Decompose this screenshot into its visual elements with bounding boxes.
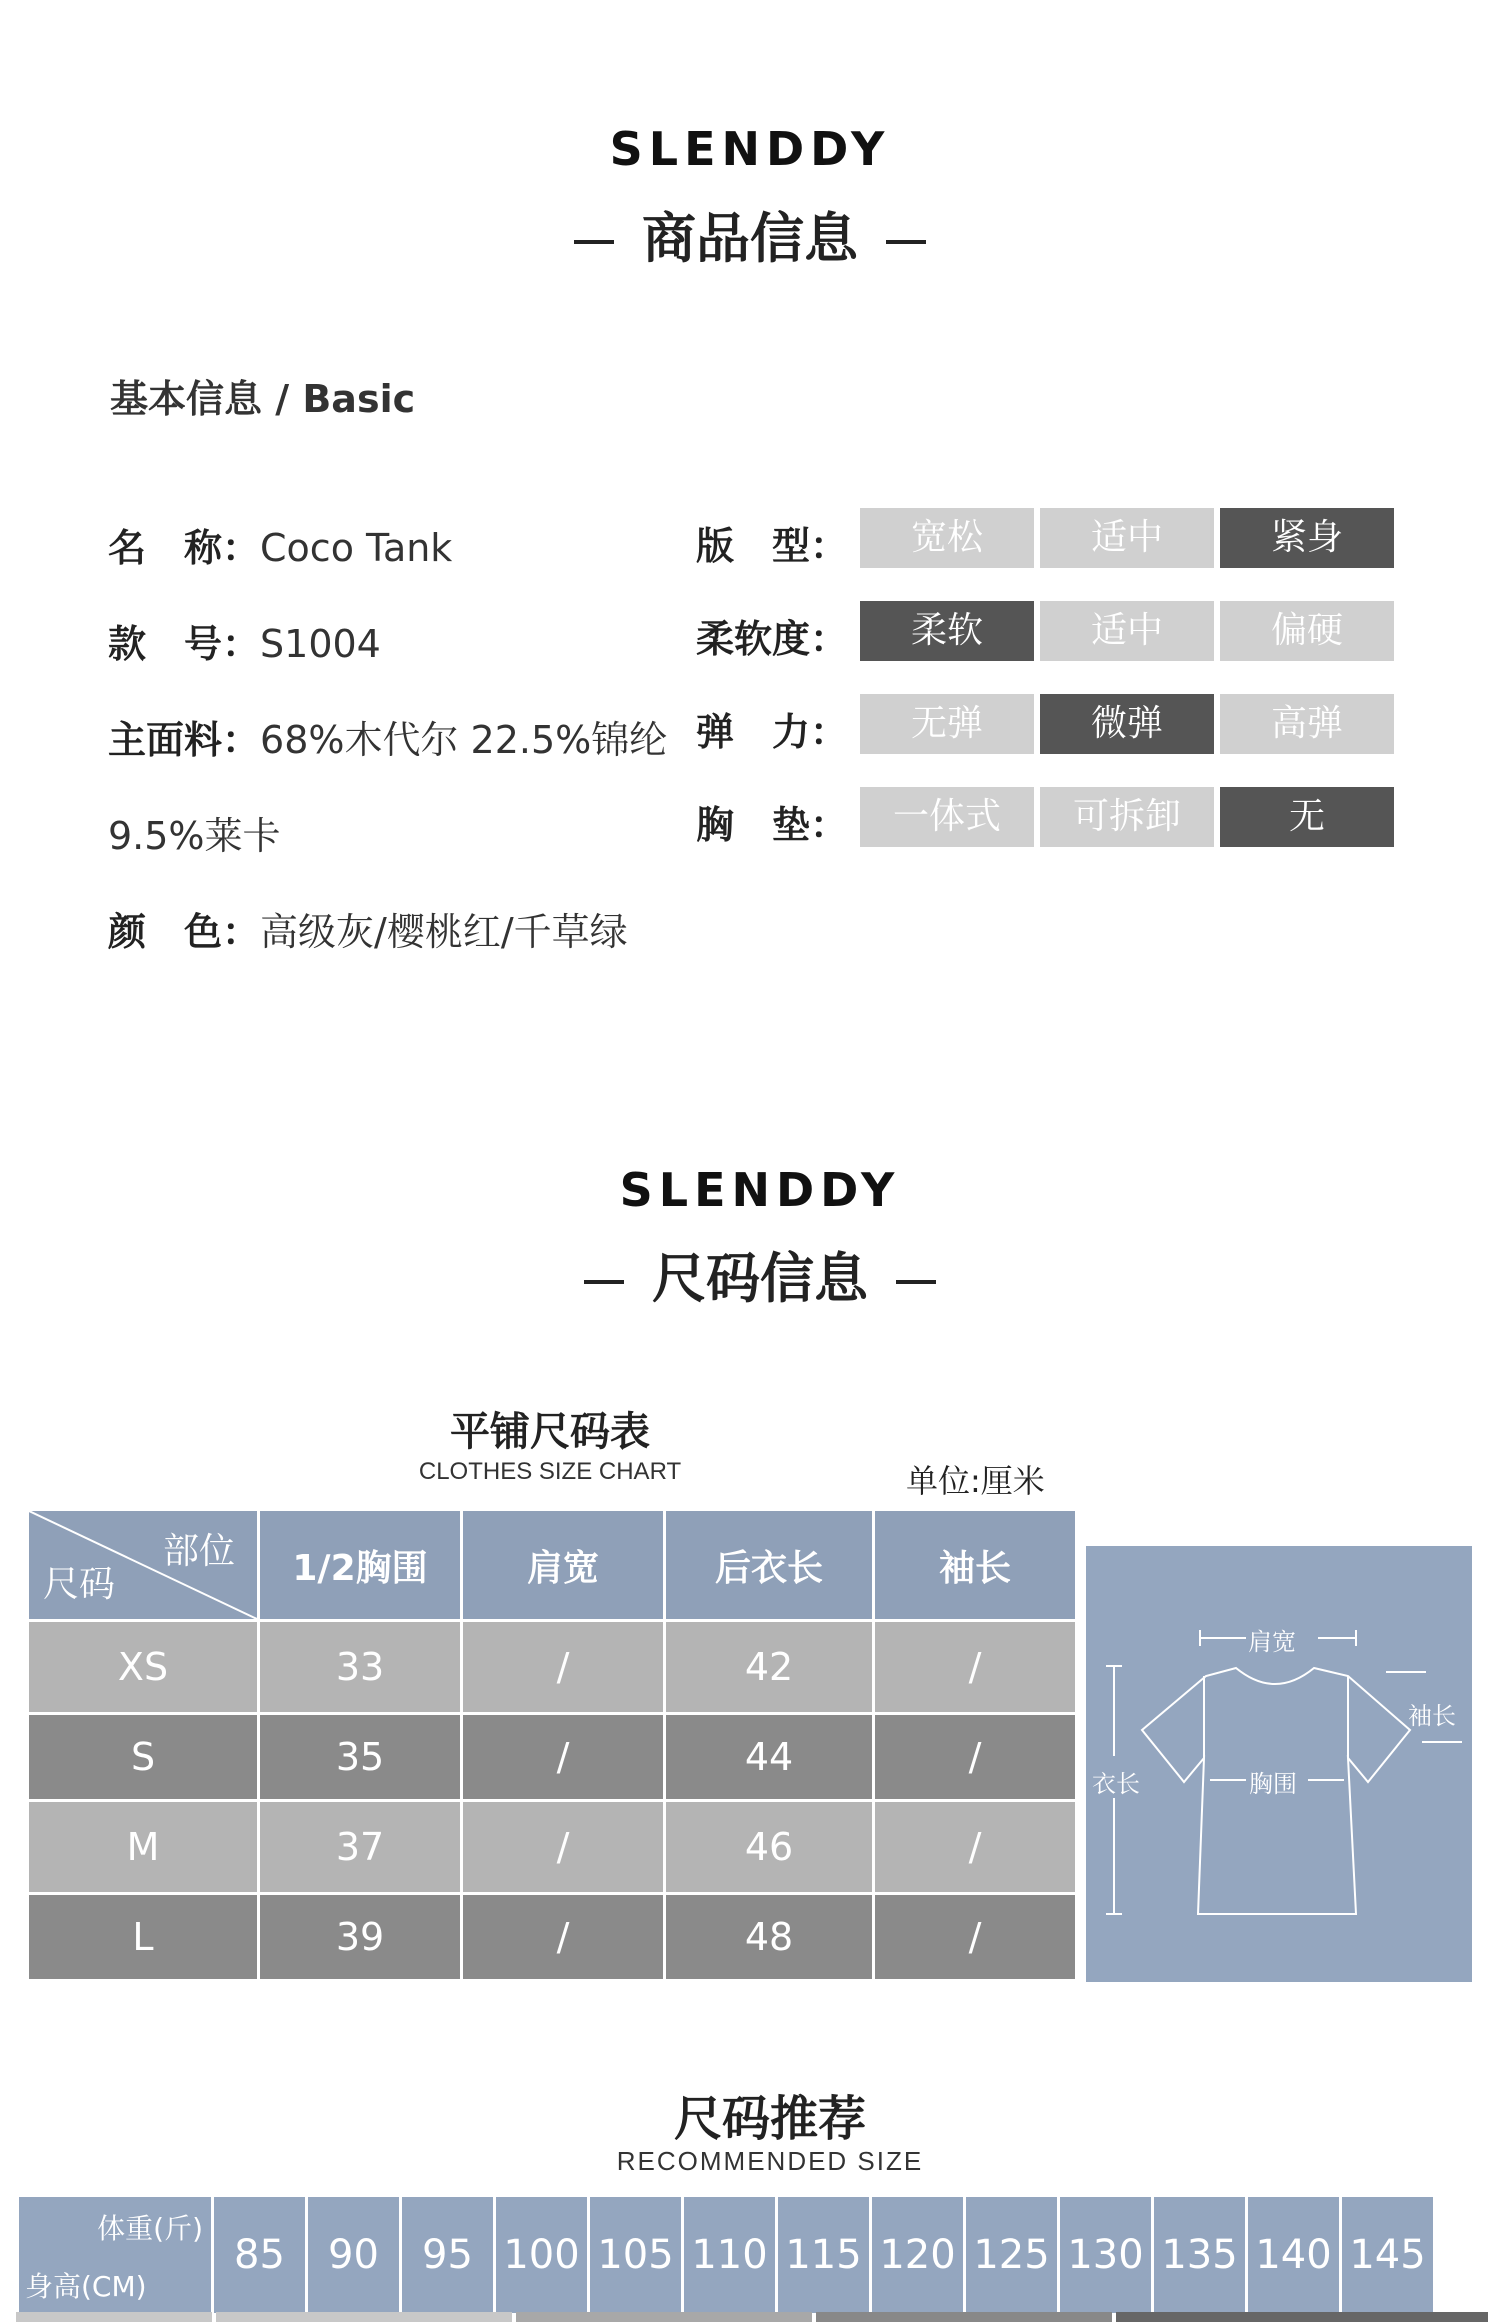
attr-options-stretch — [860, 694, 1396, 754]
brand-logo-2: SLENDDY — [619, 1163, 901, 1217]
basic-info-heading: 基本信息 / Basic — [110, 377, 416, 421]
attr-options-fit — [860, 508, 1396, 568]
diagram-label-sleeve: 袖长 — [1408, 1702, 1456, 1730]
corner-cell — [18, 2196, 213, 2315]
value-cell: / — [462, 1801, 665, 1894]
info-row-color — [108, 901, 628, 956]
corner-top-label: 部位 — [162, 1531, 235, 1572]
title-dash-right — [896, 1280, 936, 1284]
weight-cell: 145 — [1341, 2196, 1435, 2315]
recommend-table — [16, 2194, 1436, 2316]
column-header: 后衣长 — [665, 1510, 874, 1621]
value-cell: / — [462, 1621, 665, 1714]
table-header-row — [28, 1510, 1077, 1621]
attr-option: 无弹 — [860, 694, 1034, 754]
attr-label-softness: 柔软度： — [696, 617, 849, 661]
corner-bottom-label: 身高(CM) — [25, 2270, 147, 2303]
value-cell: 44 — [665, 1714, 874, 1801]
info-value: Coco Tank — [260, 526, 453, 570]
attr-option: 一体式 — [860, 787, 1034, 847]
value-cell: 33 — [259, 1621, 462, 1714]
info-label: 款 号： — [108, 622, 261, 666]
info-value: S1004 — [260, 622, 381, 666]
value-cell: / — [874, 1714, 1077, 1801]
size-chart-subtitle: CLOTHES SIZE CHART — [418, 1458, 682, 1485]
weight-cell: 115 — [777, 2196, 871, 2315]
value-cell: / — [874, 1894, 1077, 1981]
corner-top-label: 体重(斤) — [97, 2212, 203, 2245]
value-cell: 37 — [259, 1801, 462, 1894]
weight-cell: 130 — [1059, 2196, 1153, 2315]
value-cell: / — [874, 1621, 1077, 1714]
value-cell: 42 — [665, 1621, 874, 1714]
value-cell: / — [462, 1714, 665, 1801]
value-cell: 46 — [665, 1801, 874, 1894]
diagram-label-chest: 胸围 — [1249, 1770, 1297, 1798]
attr-option: 适中 — [1040, 601, 1214, 661]
weight-cell: 120 — [871, 2196, 965, 2315]
table-row — [28, 1621, 1077, 1714]
size-chart-unit: 单位:厘米 — [906, 1462, 1045, 1500]
recommend-next-row-strip — [16, 2312, 1488, 2322]
info-label: 主面料： — [108, 718, 261, 762]
attr-option: 偏硬 — [1220, 601, 1394, 661]
diagram-label-shoulder: 肩宽 — [1248, 1628, 1296, 1656]
size-cell: M — [28, 1801, 259, 1894]
size-cell: XS — [28, 1621, 259, 1714]
value-cell: / — [874, 1801, 1077, 1894]
info-value: 高级灰/樱桃红/千草绿 — [260, 910, 628, 954]
value-cell: 35 — [259, 1714, 462, 1801]
size-chart-title: 平铺尺码表 — [450, 1409, 650, 1455]
weight-cell: 95 — [401, 2196, 495, 2315]
section-title-text: 商品信息 — [642, 207, 858, 270]
value-cell: 39 — [259, 1894, 462, 1981]
table-row — [28, 1894, 1077, 1981]
weight-cell: 135 — [1153, 2196, 1247, 2315]
column-header: 肩宽 — [462, 1510, 665, 1621]
size-cell: S — [28, 1714, 259, 1801]
attr-options-padding — [860, 787, 1396, 847]
weight-row — [18, 2196, 1435, 2315]
value-cell: / — [462, 1894, 665, 1981]
recommend-title: 尺码推荐 — [673, 2091, 866, 2147]
measurement-diagram — [1086, 1546, 1472, 1982]
brand-logo: SLENDDY — [609, 122, 891, 176]
attr-label-fit: 版 型： — [696, 524, 849, 568]
attr-label-padding: 胸 垫： — [696, 803, 849, 847]
table-row — [28, 1714, 1077, 1801]
title-dash-left — [584, 1280, 624, 1284]
attr-option-selected: 微弹 — [1040, 694, 1214, 754]
title-dash-right — [886, 240, 926, 244]
info-row-name — [108, 517, 452, 572]
weight-cell: 90 — [307, 2196, 401, 2315]
attr-option: 高弹 — [1220, 694, 1394, 754]
weight-cell: 85 — [213, 2196, 307, 2315]
recommend-subtitle: RECOMMENDED SIZE — [616, 2146, 924, 2176]
size-chart-table — [26, 1508, 1078, 1982]
attr-option: 可拆卸 — [1040, 787, 1214, 847]
info-row-fabric-cont — [108, 805, 281, 860]
weight-cell: 140 — [1247, 2196, 1341, 2315]
info-row-style-no — [108, 613, 381, 668]
table-row — [28, 1801, 1077, 1894]
info-value: 9.5%莱卡 — [108, 814, 281, 858]
weight-cell: 105 — [589, 2196, 683, 2315]
weight-cell: 100 — [495, 2196, 589, 2315]
column-header: 袖长 — [874, 1510, 1077, 1621]
section-title-text: 尺码信息 — [652, 1247, 868, 1310]
diagram-label-length: 衣长 — [1092, 1770, 1140, 1798]
info-value: 68%木代尔 22.5%锦纶 — [260, 718, 668, 762]
info-row-fabric — [108, 709, 667, 764]
size-cell: L — [28, 1894, 259, 1981]
attr-option-selected: 柔软 — [860, 601, 1034, 661]
weight-cell: 110 — [683, 2196, 777, 2315]
info-label: 名 称： — [108, 526, 261, 570]
section-title-size-info — [10, 1236, 1500, 1313]
attr-option-selected: 紧身 — [1220, 508, 1394, 568]
corner-bottom-label: 尺码 — [43, 1564, 116, 1605]
attr-option: 适中 — [1040, 508, 1214, 568]
section-title-product-info — [0, 196, 1500, 273]
value-cell: 48 — [665, 1894, 874, 1981]
attr-option-selected: 无 — [1220, 787, 1394, 847]
title-dash-left — [574, 240, 614, 244]
column-header: 1/2胸围 — [259, 1510, 462, 1621]
info-label: 颜 色： — [108, 910, 261, 954]
weight-cell: 125 — [965, 2196, 1059, 2315]
attr-options-softness — [860, 601, 1396, 661]
attr-option: 宽松 — [860, 508, 1034, 568]
attr-label-stretch: 弹 力： — [696, 710, 849, 754]
corner-cell — [28, 1510, 259, 1621]
